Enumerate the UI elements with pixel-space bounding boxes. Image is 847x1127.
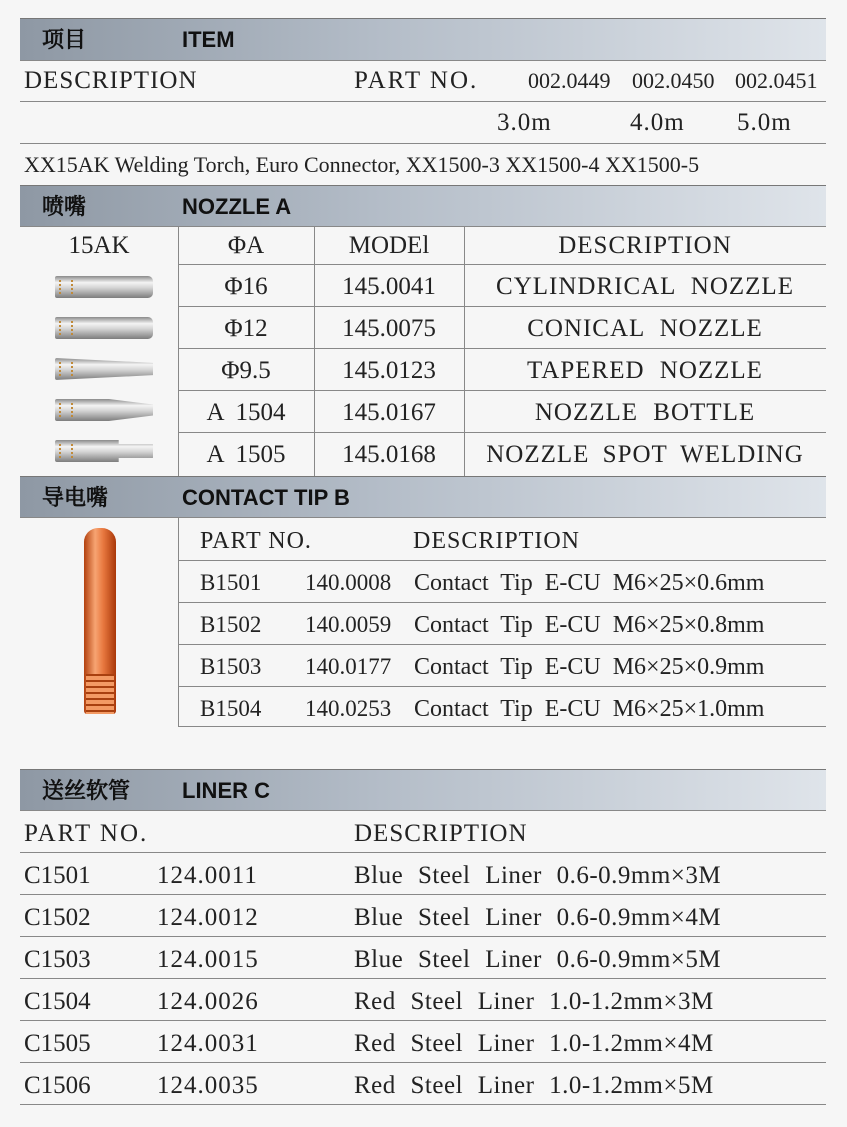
- liner-row-6-code: C1506: [24, 1072, 91, 1099]
- liner-row-6-part: 124.0035: [157, 1072, 259, 1099]
- item-part-no-1: 002.0449: [528, 68, 611, 93]
- liner-row-5-code: C1505: [24, 1030, 91, 1057]
- liner-row-1-code: C1501: [24, 862, 91, 889]
- tip-row-2-code: B1502: [200, 612, 262, 637]
- nozzle-header-cn: 喷嘴: [42, 194, 87, 219]
- liner-header-cn: 送丝软管: [42, 778, 131, 803]
- tip-row-3-desc: Contact Tip E-CU M6×25×0.9mm: [414, 654, 765, 680]
- item-description-label: DESCRIPTION: [24, 67, 198, 94]
- bottle-nozzle-image: [55, 399, 153, 421]
- contact-tip-section-header: [20, 476, 826, 518]
- nozzle-header-en: NOZZLE A: [182, 194, 292, 219]
- liner-row-2-code: C1502: [24, 904, 91, 931]
- liner-row-2-desc: Blue Steel Liner 0.6-0.9mm×4M: [354, 904, 722, 931]
- tip-row-4-part: 140.0253: [305, 696, 392, 721]
- cylindrical-nozzle-image: [55, 276, 153, 298]
- nozzle-row-5-desc: NOZZLE SPOT WELDING: [486, 441, 804, 468]
- liner-header-en: LINER C: [182, 778, 270, 803]
- liner-header-part-no: PART NO.: [24, 820, 149, 847]
- tip-row-4-desc: Contact Tip E-CU M6×25×1.0mm: [414, 696, 765, 722]
- nozzle-row-5-size: A 1505: [206, 441, 286, 468]
- liner-row-4-part: 124.0026: [157, 988, 259, 1015]
- nozzle-row-3-desc: TAPERED NOZZLE: [527, 357, 763, 384]
- nozzle-header-description: DESCRIPTION: [558, 232, 732, 259]
- item-length-2: 4.0m: [630, 109, 685, 136]
- liner-row-5-desc: Red Steel Liner 1.0-1.2mm×4M: [354, 1030, 714, 1057]
- liner-row-5-part: 124.0031: [157, 1030, 259, 1057]
- contact-tip-image: [84, 528, 116, 714]
- nozzle-header-phi: ΦA: [227, 232, 265, 259]
- liner-row-3-desc: Blue Steel Liner 0.6-0.9mm×5M: [354, 946, 722, 973]
- nozzle-row-3-size: Φ9.5: [221, 357, 271, 384]
- item-header-en: ITEM: [182, 27, 235, 52]
- liner-row-2-part: 124.0012: [157, 904, 259, 931]
- tip-row-1-part: 140.0008: [305, 570, 392, 595]
- item-length-1: 3.0m: [497, 109, 552, 136]
- nozzle-row-4-size: A 1504: [206, 399, 286, 426]
- item-part-no-3: 002.0451: [735, 68, 818, 93]
- tip-row-4-code: B1504: [200, 696, 262, 721]
- nozzle-row-1-size: Φ16: [224, 273, 268, 300]
- tip-row-3-part: 140.0177: [305, 654, 392, 679]
- item-part-no-label: PART NO.: [354, 67, 479, 94]
- tapered-nozzle-image: [55, 358, 153, 380]
- tip-header-part-no: PART NO.: [200, 528, 312, 554]
- nozzle-header-15ak: 15AK: [68, 232, 130, 259]
- tip-header-description: DESCRIPTION: [413, 528, 581, 554]
- nozzle-header-model: MODEl: [348, 232, 430, 259]
- item-torch-line: XX15AK Welding Torch, Euro Connector, XX1500-3 XX1500-4 XX1500-5: [24, 152, 700, 177]
- nozzle-row-4-desc: NOZZLE BOTTLE: [534, 399, 756, 426]
- conical-nozzle-image: [55, 317, 153, 339]
- nozzle-row-5-model: 145.0168: [342, 441, 436, 468]
- liner-row-3-code: C1503: [24, 946, 91, 973]
- nozzle-row-4-model: 145.0167: [342, 399, 436, 426]
- liner-section-header: [20, 769, 826, 811]
- liner-row-4-desc: Red Steel Liner 1.0-1.2mm×3M: [354, 988, 714, 1015]
- liner-row-6-desc: Red Steel Liner 1.0-1.2mm×5M: [354, 1072, 714, 1099]
- nozzle-row-2-size: Φ12: [224, 315, 268, 342]
- nozzle-row-1-desc: CYLINDRICAL NOZZLE: [496, 273, 794, 300]
- tip-row-1-desc: Contact Tip E-CU M6×25×0.6mm: [414, 570, 765, 596]
- liner-row-3-part: 124.0015: [157, 946, 259, 973]
- contact-tip-header-en: CONTACT TIP B: [182, 485, 350, 510]
- liner-row-1-part: 124.0011: [157, 862, 258, 889]
- item-length-3: 5.0m: [737, 109, 792, 136]
- nozzle-row-1-model: 145.0041: [342, 273, 436, 300]
- item-header-cn: 项目: [42, 27, 87, 52]
- tip-row-2-part: 140.0059: [305, 612, 392, 637]
- liner-row-1-desc: Blue Steel Liner 0.6-0.9mm×3M: [354, 862, 722, 889]
- nozzle-row-2-desc: CONICAL NOZZLE: [527, 315, 763, 342]
- item-part-no-2: 002.0450: [632, 68, 715, 93]
- spot-welding-nozzle-image: [55, 440, 153, 462]
- tip-row-3-code: B1503: [200, 654, 262, 679]
- liner-header-description: DESCRIPTION: [354, 820, 528, 847]
- nozzle-row-3-model: 145.0123: [342, 357, 436, 384]
- liner-row-4-code: C1504: [24, 988, 91, 1015]
- nozzle-row-2-model: 145.0075: [342, 315, 436, 342]
- item-section-header: [20, 18, 826, 60]
- tip-row-1-code: B1501: [200, 570, 262, 595]
- contact-tip-header-cn: 导电嘴: [42, 485, 109, 510]
- nozzle-section-header: [20, 185, 826, 227]
- tip-row-2-desc: Contact Tip E-CU M6×25×0.8mm: [414, 612, 765, 638]
